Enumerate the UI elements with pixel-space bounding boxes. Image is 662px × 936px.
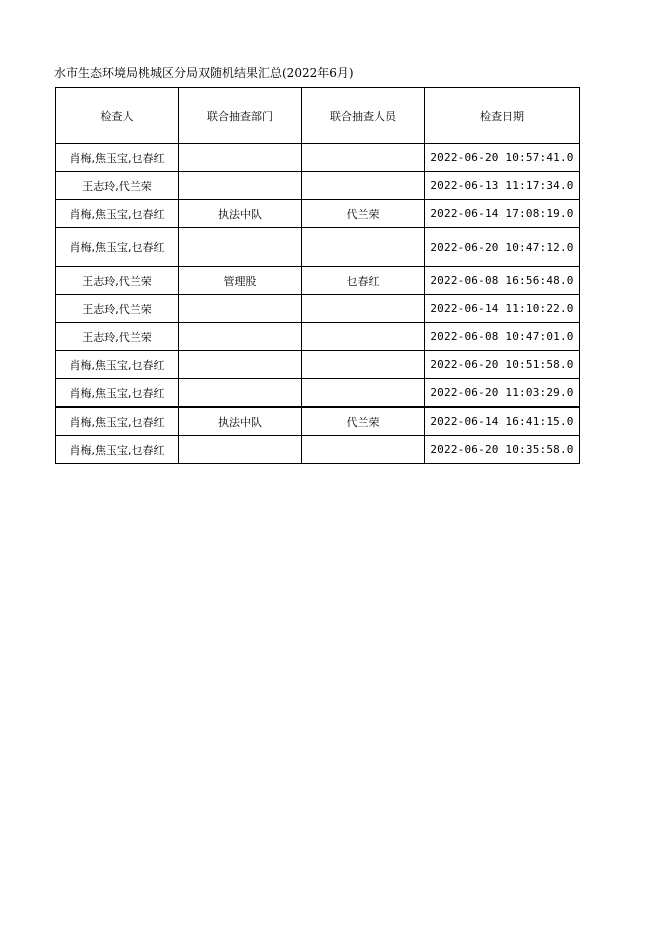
cell-joint-personnel: [302, 351, 425, 379]
cell-joint-department: [179, 351, 302, 379]
cell-joint-department: [179, 295, 302, 323]
table-row: [56, 407, 580, 436]
cell-joint-personnel: [302, 436, 425, 464]
table-row: [56, 351, 580, 379]
cell-joint-department: 执法中队: [179, 200, 302, 228]
cell-inspector: 肖梅,焦玉宝,乜春红: [56, 351, 179, 379]
table-row: [56, 228, 580, 267]
inspection-results-table: [55, 87, 580, 464]
table-row: [56, 267, 580, 295]
cell-inspector: 王志玲,代兰荣: [56, 295, 179, 323]
cell-inspector: 王志玲,代兰荣: [56, 267, 179, 295]
cell-inspector: 肖梅,焦玉宝,乜春红: [56, 144, 179, 172]
cell-inspection-date: 2022-06-14 16:41:15.0: [425, 407, 580, 436]
cell-inspection-date: 2022-06-08 16:56:48.0: [425, 267, 580, 295]
cell-inspection-date: 2022-06-20 10:47:12.0: [425, 228, 580, 267]
cell-inspection-date: 2022-06-14 11:10:22.0: [425, 295, 580, 323]
table-row: [56, 323, 580, 351]
cell-joint-personnel: [302, 379, 425, 408]
cell-joint-department: [179, 436, 302, 464]
cell-inspector: 肖梅,焦玉宝,乜春红: [56, 228, 179, 267]
cell-joint-department: [179, 172, 302, 200]
table-row: [56, 200, 580, 228]
header-inspection-date: 检查日期: [425, 88, 580, 144]
table-row: [56, 295, 580, 323]
table-row: [56, 172, 580, 200]
cell-inspector: 肖梅,焦玉宝,乜春红: [56, 200, 179, 228]
cell-joint-personnel: [302, 172, 425, 200]
cell-joint-personnel: [302, 323, 425, 351]
table-row: [56, 144, 580, 172]
cell-inspector: 肖梅,焦玉宝,乜春红: [56, 436, 179, 464]
cell-joint-department: [179, 228, 302, 267]
table-row: [56, 436, 580, 464]
document-title: 水市生态环境局桃城区分局双随机结果汇总(2022年6月): [54, 66, 354, 80]
header-joint-personnel: 联合抽查人员: [302, 88, 425, 144]
header-inspector: 检查人: [56, 88, 179, 144]
cell-joint-personnel: 代兰荣: [302, 407, 425, 436]
cell-inspection-date: 2022-06-20 11:03:29.0: [425, 379, 580, 408]
cell-joint-personnel: 乜春红: [302, 267, 425, 295]
cell-joint-department: 执法中队: [179, 407, 302, 436]
cell-inspector: 王志玲,代兰荣: [56, 323, 179, 351]
cell-inspection-date: 2022-06-20 10:57:41.0: [425, 144, 580, 172]
cell-inspection-date: 2022-06-20 10:35:58.0: [425, 436, 580, 464]
cell-inspector: 肖梅,焦玉宝,乜春红: [56, 407, 179, 436]
cell-inspection-date: 2022-06-08 10:47:01.0: [425, 323, 580, 351]
cell-joint-department: [179, 379, 302, 408]
table-row: [56, 379, 580, 408]
cell-inspection-date: 2022-06-14 17:08:19.0: [425, 200, 580, 228]
cell-inspector: 王志玲,代兰荣: [56, 172, 179, 200]
cell-joint-department: [179, 144, 302, 172]
cell-joint-personnel: 代兰荣: [302, 200, 425, 228]
cell-inspector: 肖梅,焦玉宝,乜春红: [56, 379, 179, 408]
cell-joint-department: 管理股: [179, 267, 302, 295]
table-header-row: [56, 88, 580, 144]
cell-joint-personnel: [302, 228, 425, 267]
cell-joint-personnel: [302, 295, 425, 323]
cell-joint-personnel: [302, 144, 425, 172]
header-joint-department: 联合抽查部门: [179, 88, 302, 144]
cell-joint-department: [179, 323, 302, 351]
cell-inspection-date: 2022-06-20 10:51:58.0: [425, 351, 580, 379]
cell-inspection-date: 2022-06-13 11:17:34.0: [425, 172, 580, 200]
